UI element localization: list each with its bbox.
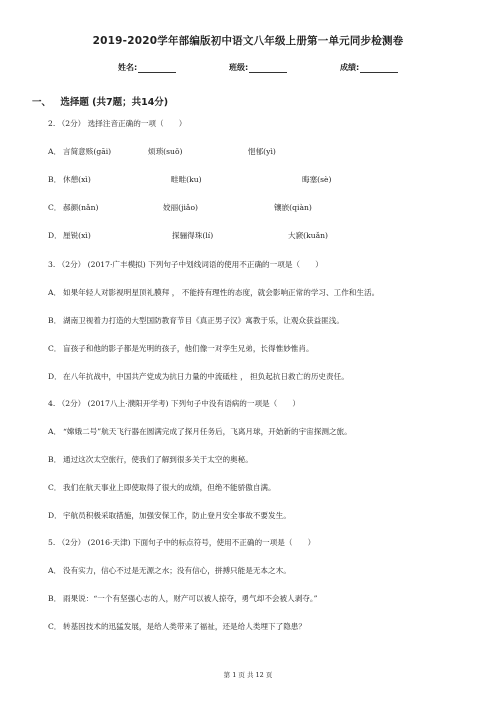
option-part: 大窾(kuǎn) <box>288 231 329 240</box>
option-text: 我们在航天事业上即使取得了很大的成绩，但绝不能骄傲自满。 <box>63 483 276 492</box>
option-text: 没有实力，信心不过是无源之水；没有信心，拼搏只能是无本之木。 <box>63 566 291 575</box>
section-heading <box>32 94 168 108</box>
option-label: B． <box>48 455 62 464</box>
option-label: B． <box>48 316 62 325</box>
option-text: 宇航员积极采取措施，加强安保工作，防止登月安全事故不要发生。 <box>63 511 291 520</box>
option-label: C． <box>48 344 62 353</box>
question-stem: 2. （2分） 选择注音正确的一项（ ） <box>48 119 187 128</box>
option-part: 姣丽(jiǎo) <box>163 203 198 212</box>
option-text: 雨果说：“一个有坚强心志的人，财产可以被人掠夺，勇气却不会被人剥夺。” <box>63 594 318 603</box>
option-text: 盲孩子和他的影子都是光明的孩子，他们像一对孪生兄弟，长得惟妙惟肖。 <box>63 344 314 353</box>
score-label: 成绩: <box>340 63 360 72</box>
option-part: 休憩(xì) <box>63 175 91 184</box>
question-stem: 3. （2分） (2017·广丰模拟) 下列句子中划线词语的使用不正确的一项是（ ） <box>48 260 323 269</box>
class-blank-line <box>249 64 287 73</box>
question-stem: 5. （2分） (2016·天津) 下面句子中的标点符号，使用不正确的一项是（ ） <box>48 538 316 547</box>
option-part: 晦塞(sè) <box>302 175 332 184</box>
option-text: “嫦娥二号”航天飞行器在圆满完成了探月任务后，飞离月球，开始新的宇宙探测之旅。 <box>63 427 352 436</box>
option-part: 言简意赅(gāi) <box>63 147 112 156</box>
option-label: D． <box>48 511 62 520</box>
option-label: C． <box>48 483 62 492</box>
name-label: 姓名: <box>118 63 138 72</box>
option-text: 在八年抗战中，中国共产党成为抗日力量的中流砥柱 ， 担负起抗日救亡的历史责任。 <box>63 372 349 381</box>
score-blank-line <box>360 64 398 73</box>
option-part: 畦畦(ku) <box>171 175 202 184</box>
option-label: D． <box>48 231 62 240</box>
option-part: 厘锐(xì) <box>63 231 91 240</box>
option-text: 转基因技术的迅猛发展，是给人类带来了福祉，还是给人类埋下了隐患？ <box>63 622 306 631</box>
name-blank-line <box>138 64 176 73</box>
option-text: 如果年轻人对影视明星顶礼膜拜 ， 不能持有理性的态度，就会影响正常的学习、工作和生活。 <box>63 288 380 297</box>
option-label: A． <box>48 147 62 156</box>
option-label: A． <box>48 427 62 436</box>
option-part: 烦琐(suǒ) <box>148 147 183 156</box>
option-part: 探骊得珠(lí) <box>172 231 214 240</box>
question-stem: 4. （2分） (2017八上·濮阳开学考) 下列句子中没有语病的一项是（ ） <box>48 399 301 408</box>
student-info-fields <box>0 62 496 74</box>
option-label: B． <box>48 594 62 603</box>
option-part: 郝颜(nǎn) <box>63 203 99 212</box>
page-footer: 第 1 页 共 12 页 <box>223 671 273 679</box>
name-field[interactable] <box>118 62 176 73</box>
option-label: B． <box>48 175 62 184</box>
option-part: 镶嵌(qiàn) <box>274 203 312 212</box>
section-number: 一、 <box>32 97 52 108</box>
option-label: C． <box>48 203 62 212</box>
document-title: 2019-2020学年部编版初中语文八年级上册第一单元同步检测卷 <box>92 35 404 47</box>
score-field[interactable] <box>340 62 398 73</box>
option-label: C． <box>48 622 62 631</box>
option-label: A． <box>48 288 62 297</box>
section-title: 选择题 (共7题；共14分) <box>60 97 169 108</box>
option-part: 悒郁(yì) <box>248 147 276 156</box>
class-label: 班级: <box>229 63 249 72</box>
option-label: A． <box>48 566 62 575</box>
class-field[interactable] <box>229 62 287 73</box>
option-text: 通过这次太空旅行，使我们了解到很多关于太空的奥秘。 <box>63 455 253 464</box>
option-label: D． <box>48 372 62 381</box>
option-text: 湖南卫视着力打造的大型国防教育节目《真正男子汉》寓教于乐，让观众获益匪浅。 <box>63 316 344 325</box>
